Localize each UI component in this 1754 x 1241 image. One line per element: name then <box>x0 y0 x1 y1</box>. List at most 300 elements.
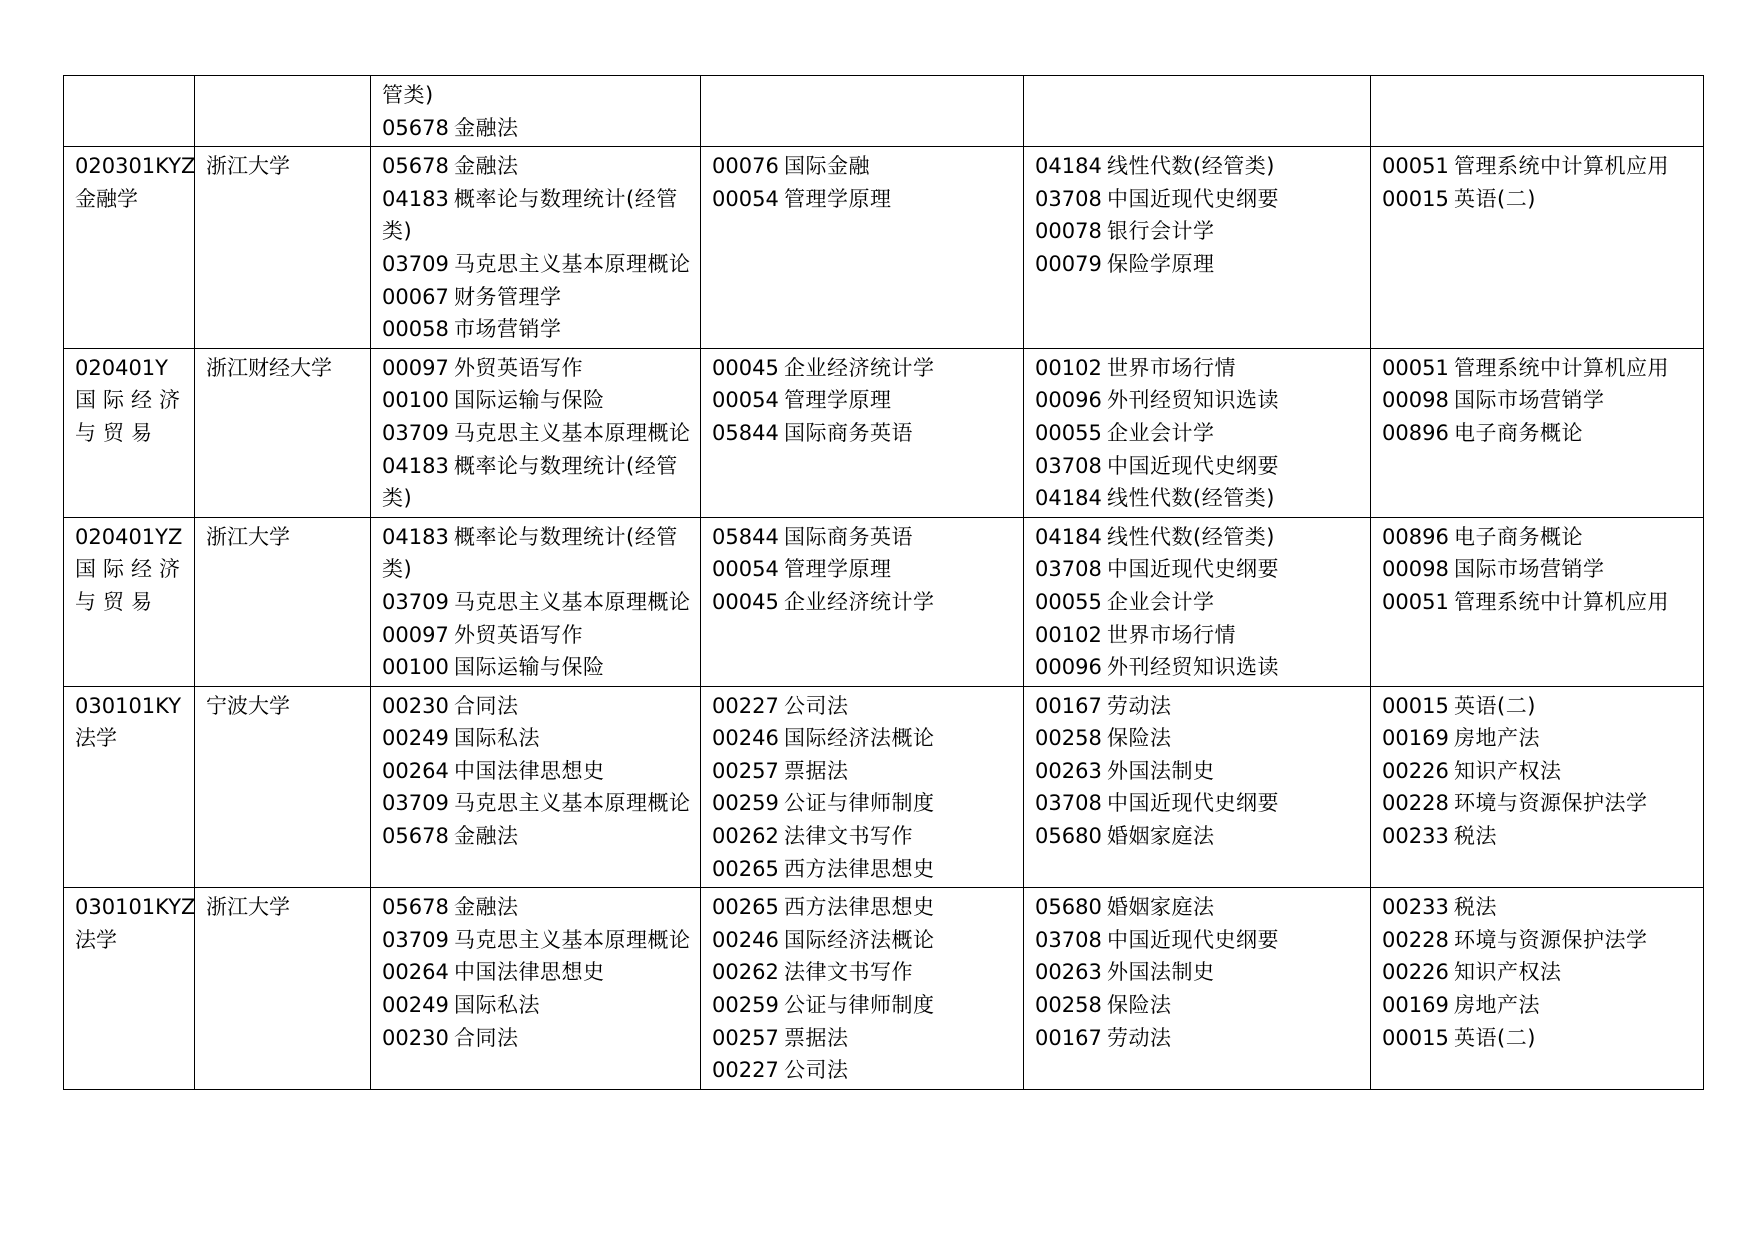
course-item <box>1035 755 1370 788</box>
course-code: 00257 <box>712 1025 779 1050</box>
course-item <box>1035 690 1370 723</box>
course-name: 保险学原理 <box>1107 251 1215 276</box>
course-cell-c2 <box>701 888 1024 1090</box>
course-cell-c2 <box>701 147 1024 349</box>
course-item <box>382 956 700 989</box>
course-name: 劳动法 <box>1107 1025 1172 1050</box>
course-code: 05678 <box>382 115 449 140</box>
course-item <box>382 1022 700 1055</box>
course-cell-c2 <box>701 76 1024 147</box>
course-code: 04184 <box>1035 524 1102 549</box>
course-code: 00259 <box>712 993 779 1018</box>
school-cell <box>195 888 371 1090</box>
course-item <box>1035 521 1370 554</box>
course-item <box>712 553 1023 586</box>
course-cell-c3 <box>1024 147 1371 349</box>
course-item <box>1382 891 1703 924</box>
course-code: 03708 <box>1035 186 1102 211</box>
course-name: 公司法 <box>784 1058 849 1083</box>
table-row <box>64 888 1704 1090</box>
course-name: 国际运输与保险 <box>454 388 605 413</box>
major-name: 国际经济与贸易 <box>75 388 187 445</box>
course-code: 03709 <box>382 589 449 614</box>
course-name: 企业经济统计学 <box>784 355 935 380</box>
course-name: 外刊经贸知识选读 <box>1107 388 1279 413</box>
school-cell <box>195 517 371 686</box>
course-name: 票据法 <box>784 758 849 783</box>
course-cell-c1 <box>371 147 701 349</box>
course-code: 00098 <box>1382 557 1449 582</box>
course-code: 00228 <box>1382 927 1449 952</box>
course-name: 环境与资源保护法学 <box>1454 791 1648 816</box>
course-name: 西方法律思想史 <box>784 856 935 881</box>
course-name: 知识产权法 <box>1454 758 1562 783</box>
course-name: 企业会计学 <box>1107 420 1215 445</box>
course-cell-c1 <box>371 76 701 147</box>
course-name: 世界市场行情 <box>1107 355 1236 380</box>
course-code: 05844 <box>712 524 779 549</box>
course-item <box>712 417 1023 450</box>
course-code: 00246 <box>712 927 779 952</box>
course-code: 03708 <box>1035 791 1102 816</box>
major-code: 020401YZ <box>75 524 183 549</box>
course-code: 00100 <box>382 655 449 680</box>
course-name: 概率论与数理统计(经管类) <box>382 524 678 582</box>
course-item <box>712 586 1023 619</box>
course-item <box>1035 183 1370 216</box>
course-name: 管理系统中计算机应用 <box>1454 154 1669 179</box>
course-item <box>1382 417 1703 450</box>
course-code: 03708 <box>1035 453 1102 478</box>
course-name: 公证与律师制度 <box>784 791 935 816</box>
school-cell <box>195 348 371 517</box>
course-item <box>1382 690 1703 723</box>
course-code: 05678 <box>382 824 449 849</box>
course-name: 线性代数(经管类) <box>1107 154 1275 179</box>
course-name: 国际私法 <box>454 993 540 1018</box>
major-cell <box>64 76 195 147</box>
course-item <box>382 183 700 248</box>
course-code: 03708 <box>1035 927 1102 952</box>
course-name: 中国近现代史纲要 <box>1107 453 1279 478</box>
course-item <box>712 989 1023 1022</box>
course-item <box>712 891 1023 924</box>
course-cell-c4 <box>1371 348 1704 517</box>
course-item <box>712 1054 1023 1087</box>
course-item <box>382 450 700 515</box>
course-item <box>712 755 1023 788</box>
course-item <box>1382 989 1703 1022</box>
course-code: 00226 <box>1382 758 1449 783</box>
school-name: 浙江财经大学 <box>206 355 332 380</box>
school-cell <box>195 686 371 888</box>
course-code: 00102 <box>1035 355 1102 380</box>
course-code: 00257 <box>712 758 779 783</box>
course-item <box>382 313 700 346</box>
course-code: 00097 <box>382 355 449 380</box>
major-cell <box>64 517 195 686</box>
major-name: 国际经济与贸易 <box>75 557 187 614</box>
table-row <box>64 147 1704 349</box>
course-item <box>712 924 1023 957</box>
course-name: 中国近现代史纲要 <box>1107 791 1279 816</box>
course-cell-c1 <box>371 517 701 686</box>
school-name: 浙江大学 <box>206 154 290 179</box>
course-name: 外贸英语写作 <box>454 622 583 647</box>
course-code: 00230 <box>382 1025 449 1050</box>
course-name: 线性代数(经管类) <box>1107 524 1275 549</box>
course-item <box>382 891 700 924</box>
course-item <box>1035 553 1370 586</box>
major-code: 030101KYZ <box>75 895 196 920</box>
course-name: 管理学原理 <box>784 557 892 582</box>
course-name: 环境与资源保护法学 <box>1454 927 1648 952</box>
course-code: 03708 <box>1035 557 1102 582</box>
course-code: 00262 <box>712 960 779 985</box>
course-item <box>1035 924 1370 957</box>
course-name: 婚姻家庭法 <box>1107 895 1215 920</box>
major-code: 020301KYZ <box>75 154 196 179</box>
course-code: 00246 <box>712 726 779 751</box>
course-name: 国际私法 <box>454 726 540 751</box>
course-item <box>1382 586 1703 619</box>
course-name: 国际市场营销学 <box>1454 388 1605 413</box>
course-table-body <box>64 76 1704 1090</box>
course-name: 婚姻家庭法 <box>1107 824 1215 849</box>
course-item <box>382 690 700 723</box>
course-code: 04184 <box>1035 154 1102 179</box>
course-code: 03709 <box>382 420 449 445</box>
course-name: 企业会计学 <box>1107 589 1215 614</box>
course-name: 外刊经贸知识选读 <box>1107 655 1279 680</box>
course-code: 00263 <box>1035 960 1102 985</box>
course-item <box>1035 384 1370 417</box>
course-item <box>1035 150 1370 183</box>
course-name: 国际商务英语 <box>784 420 913 445</box>
course-code: 00264 <box>382 960 449 985</box>
course-code: 00233 <box>1382 824 1449 849</box>
course-name: 国际商务英语 <box>784 524 913 549</box>
course-code: 00098 <box>1382 388 1449 413</box>
course-code: 00230 <box>382 693 449 718</box>
course-code: 05844 <box>712 420 779 445</box>
course-item <box>1382 787 1703 820</box>
course-code: 00233 <box>1382 895 1449 920</box>
course-cell-c3 <box>1024 888 1371 1090</box>
course-item <box>1382 722 1703 755</box>
course-name: 电子商务概论 <box>1454 524 1583 549</box>
course-name: 企业经济统计学 <box>784 589 935 614</box>
course-item <box>1035 450 1370 483</box>
course-code: 00167 <box>1035 1025 1102 1050</box>
course-code: 00896 <box>1382 420 1449 445</box>
course-item <box>1382 924 1703 957</box>
course-name: 西方法律思想史 <box>784 895 935 920</box>
course-code: 00015 <box>1382 186 1449 211</box>
course-name: 合同法 <box>454 693 519 718</box>
course-item <box>712 352 1023 385</box>
course-item <box>1382 521 1703 554</box>
course-item <box>1382 183 1703 216</box>
course-code: 00055 <box>1035 589 1102 614</box>
course-item <box>1035 586 1370 619</box>
table-row <box>64 686 1704 888</box>
course-code: 00058 <box>382 317 449 342</box>
course-item <box>1382 384 1703 417</box>
course-name: 劳动法 <box>1107 693 1172 718</box>
course-name: 电子商务概论 <box>1454 420 1583 445</box>
major-cell <box>64 147 195 349</box>
table-row <box>64 76 1704 147</box>
course-code: 00227 <box>712 1058 779 1083</box>
course-code: 04183 <box>382 186 449 211</box>
course-name: 中国法律思想史 <box>454 758 605 783</box>
school-name: 浙江大学 <box>206 895 290 920</box>
course-item <box>1035 651 1370 684</box>
course-code: 00054 <box>712 186 779 211</box>
course-name: 外贸英语写作 <box>454 355 583 380</box>
course-name: 马克思主义基本原理概论 <box>454 927 691 952</box>
course-name: 中国法律思想史 <box>454 960 605 985</box>
course-name: 外国法制史 <box>1107 960 1215 985</box>
course-item <box>1035 1022 1370 1055</box>
course-code: 00096 <box>1035 388 1102 413</box>
course-cell-c2 <box>701 686 1024 888</box>
course-code: 04183 <box>382 453 449 478</box>
course-item <box>1035 248 1370 281</box>
course-code: 00054 <box>712 557 779 582</box>
course-name: 国际经济法概论 <box>784 726 935 751</box>
course-name: 中国近现代史纲要 <box>1107 186 1279 211</box>
course-code: 00078 <box>1035 219 1102 244</box>
course-name: 保险法 <box>1107 726 1172 751</box>
course-name: 税法 <box>1454 895 1497 920</box>
course-code: 00169 <box>1382 993 1449 1018</box>
course-item <box>1035 891 1370 924</box>
course-item <box>712 956 1023 989</box>
course-code: 03709 <box>382 251 449 276</box>
course-code: 04184 <box>1035 486 1102 511</box>
course-code: 00051 <box>1382 154 1449 179</box>
course-cell-c4 <box>1371 76 1704 147</box>
major-name: 法学 <box>75 927 117 952</box>
course-item <box>382 112 700 145</box>
course-item <box>1035 352 1370 385</box>
course-code: 00051 <box>1382 355 1449 380</box>
course-item <box>712 853 1023 886</box>
course-name: 公司法 <box>784 693 849 718</box>
course-name: 马克思主义基本原理概论 <box>454 251 691 276</box>
course-name: 合同法 <box>454 1025 519 1050</box>
course-item <box>382 651 700 684</box>
course-item <box>382 352 700 385</box>
course-cell-c1 <box>371 888 701 1090</box>
course-name: 概率论与数理统计(经管类) <box>382 186 678 244</box>
course-item <box>1035 787 1370 820</box>
course-code: 00262 <box>712 824 779 849</box>
course-code: 00096 <box>1035 655 1102 680</box>
course-code: 00076 <box>712 154 779 179</box>
course-name: 房地产法 <box>1454 726 1540 751</box>
major-code: 030101KY <box>75 693 182 718</box>
course-cell-c4 <box>1371 147 1704 349</box>
course-code: 05678 <box>382 154 449 179</box>
course-code: 00258 <box>1035 726 1102 751</box>
course-name: 管理学原理 <box>784 388 892 413</box>
course-item <box>1382 150 1703 183</box>
course-item <box>1035 956 1370 989</box>
course-code: 00259 <box>712 791 779 816</box>
course-name: 管理系统中计算机应用 <box>1454 589 1669 614</box>
course-code: 00045 <box>712 589 779 614</box>
school-name: 宁波大学 <box>206 693 290 718</box>
course-item <box>712 150 1023 183</box>
course-name: 保险法 <box>1107 993 1172 1018</box>
course-cell-c2 <box>701 517 1024 686</box>
course-code: 00896 <box>1382 524 1449 549</box>
course-code: 05678 <box>382 895 449 920</box>
course-code: 00263 <box>1035 758 1102 783</box>
course-code: 00079 <box>1035 251 1102 276</box>
course-item <box>382 248 700 281</box>
course-item <box>712 183 1023 216</box>
course-code: 00227 <box>712 693 779 718</box>
course-name: 管理学原理 <box>784 186 892 211</box>
course-code: 00102 <box>1035 622 1102 647</box>
course-item <box>1035 989 1370 1022</box>
course-item <box>382 989 700 1022</box>
course-code: 00055 <box>1035 420 1102 445</box>
course-code: 00097 <box>382 622 449 647</box>
course-name: 票据法 <box>784 1025 849 1050</box>
course-name: 世界市场行情 <box>1107 622 1236 647</box>
course-item <box>712 787 1023 820</box>
course-code: 00167 <box>1035 693 1102 718</box>
course-name: 马克思主义基本原理概论 <box>454 589 691 614</box>
course-name: 英语(二) <box>1454 186 1536 211</box>
course-name: 国际运输与保险 <box>454 655 605 680</box>
course-code: 00067 <box>382 284 449 309</box>
course-item <box>1382 820 1703 853</box>
course-code: 00258 <box>1035 993 1102 1018</box>
course-name: 法律文书写作 <box>784 960 913 985</box>
major-name: 法学 <box>75 726 117 751</box>
course-code: 04183 <box>382 524 449 549</box>
course-name: 管理系统中计算机应用 <box>1454 355 1669 380</box>
course-code: 00051 <box>1382 589 1449 614</box>
course-code: 00169 <box>1382 726 1449 751</box>
course-item <box>1382 1022 1703 1055</box>
course-item <box>382 787 700 820</box>
course-code: 00264 <box>382 758 449 783</box>
course-name: 概率论与数理统计(经管类) <box>382 453 678 511</box>
course-item <box>1382 553 1703 586</box>
course-name: 公证与律师制度 <box>784 993 935 1018</box>
course-name: 中国近现代史纲要 <box>1107 557 1279 582</box>
course-item <box>382 79 700 112</box>
school-cell <box>195 76 371 147</box>
course-item <box>712 1022 1023 1055</box>
course-name: 金融法 <box>454 824 519 849</box>
course-name: 英语(二) <box>1454 693 1536 718</box>
course-table <box>63 75 1704 1090</box>
course-cell-c4 <box>1371 686 1704 888</box>
course-cell-c1 <box>371 348 701 517</box>
course-cell-c3 <box>1024 76 1371 147</box>
course-cell-c3 <box>1024 348 1371 517</box>
table-row <box>64 517 1704 686</box>
course-code: 03709 <box>382 927 449 952</box>
major-cell <box>64 888 195 1090</box>
course-code: 00265 <box>712 895 779 920</box>
course-name: 财务管理学 <box>454 284 562 309</box>
course-code: 00045 <box>712 355 779 380</box>
course-cell-c1 <box>371 686 701 888</box>
course-item <box>382 521 700 586</box>
course-cell-c3 <box>1024 517 1371 686</box>
course-item <box>382 722 700 755</box>
course-name: 马克思主义基本原理概论 <box>454 791 691 816</box>
course-item <box>382 820 700 853</box>
course-item <box>382 417 700 450</box>
course-item <box>1035 820 1370 853</box>
major-code: 020401Y <box>75 355 168 380</box>
course-item <box>382 755 700 788</box>
course-name: 国际经济法概论 <box>784 927 935 952</box>
course-name: 税法 <box>1454 824 1497 849</box>
course-code: 00015 <box>1382 1025 1449 1050</box>
course-item <box>1035 619 1370 652</box>
course-item <box>382 586 700 619</box>
school-name: 浙江大学 <box>206 524 290 549</box>
course-item <box>712 820 1023 853</box>
course-code: 05680 <box>1035 895 1102 920</box>
course-name: 金融法 <box>454 154 519 179</box>
course-code: 00265 <box>712 856 779 881</box>
course-item <box>1382 352 1703 385</box>
course-item <box>712 722 1023 755</box>
course-name: 外国法制史 <box>1107 758 1215 783</box>
course-name: 金融法 <box>454 115 519 140</box>
course-code: 00015 <box>1382 693 1449 718</box>
course-item <box>382 619 700 652</box>
course-code: 03709 <box>382 791 449 816</box>
table-row <box>64 348 1704 517</box>
course-code: 00100 <box>382 388 449 413</box>
course-code: 00249 <box>382 726 449 751</box>
course-item <box>1035 482 1370 515</box>
course-item <box>1035 722 1370 755</box>
course-name: 国际市场营销学 <box>1454 557 1605 582</box>
course-cell-c4 <box>1371 888 1704 1090</box>
course-item <box>382 924 700 957</box>
course-item <box>712 521 1023 554</box>
major-name: 金融学 <box>75 186 138 211</box>
course-item <box>382 281 700 314</box>
course-item <box>1382 956 1703 989</box>
course-cell-c2 <box>701 348 1024 517</box>
course-name: 市场营销学 <box>454 317 562 342</box>
course-code: 05680 <box>1035 824 1102 849</box>
course-cell-c3 <box>1024 686 1371 888</box>
major-cell <box>64 348 195 517</box>
course-name: 马克思主义基本原理概论 <box>454 420 691 445</box>
course-name: 管类) <box>382 83 434 107</box>
course-name: 国际金融 <box>784 154 870 179</box>
course-item <box>712 384 1023 417</box>
course-item <box>382 384 700 417</box>
course-name: 知识产权法 <box>1454 960 1562 985</box>
